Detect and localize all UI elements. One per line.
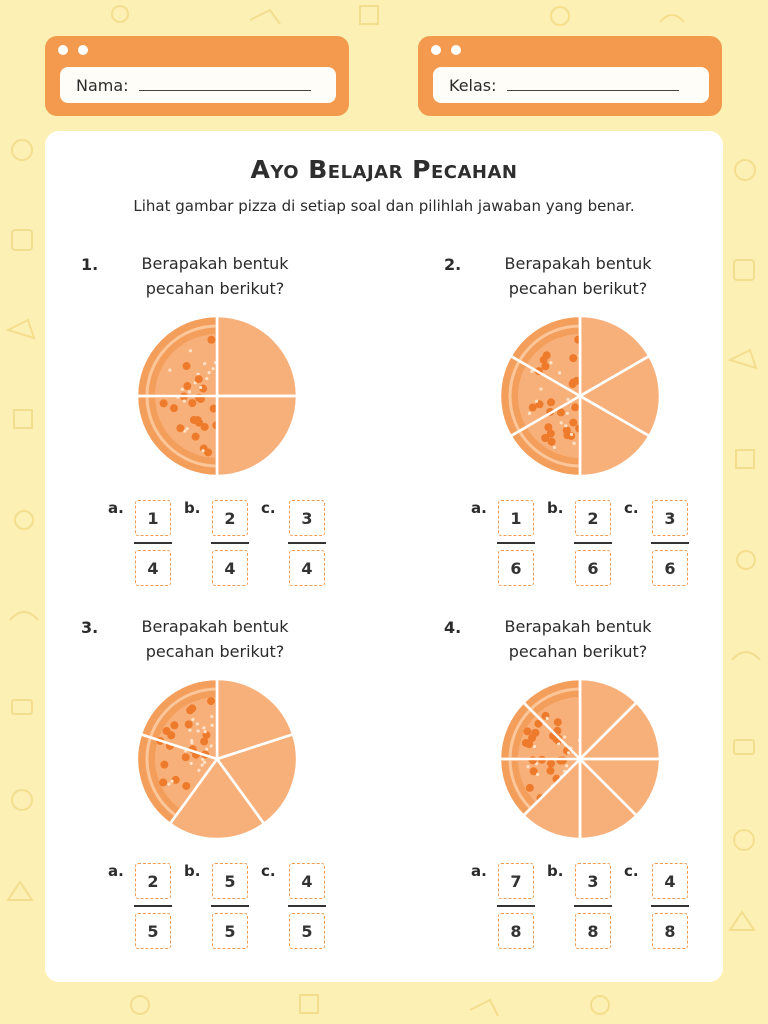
class-card [418, 36, 722, 116]
fraction-numerator-box[interactable]: 2 [575, 500, 611, 536]
option-letter: c. [624, 499, 639, 517]
fraction-numerator-box[interactable]: 3 [289, 500, 325, 536]
fraction-numerator-box[interactable]: 4 [289, 863, 325, 899]
fraction-numerator-box[interactable]: 2 [212, 500, 248, 536]
fraction-denominator-box[interactable]: 5 [212, 913, 248, 949]
pizza-illustration [132, 311, 302, 481]
question-number: 1. [81, 255, 99, 274]
name-line [139, 80, 311, 91]
pizza-illustration [495, 311, 665, 481]
window-dot-icon [451, 45, 461, 55]
fraction-bar [651, 905, 689, 907]
fraction-denominator-box[interactable]: 6 [498, 550, 534, 586]
fraction-bar [288, 542, 326, 544]
fraction-numerator-box[interactable]: 5 [212, 863, 248, 899]
fraction-numerator-box[interactable]: 1 [135, 500, 171, 536]
pizza-illustration [495, 674, 665, 844]
fraction-numerator-box[interactable]: 3 [575, 863, 611, 899]
fraction-denominator-box[interactable]: 4 [135, 550, 171, 586]
window-dot-icon [58, 45, 68, 55]
worksheet-title: Ayo Belajar Pecahan [250, 155, 518, 184]
option-letter: b. [184, 499, 201, 517]
fraction-denominator-box[interactable]: 8 [652, 913, 688, 949]
window-dot-icon [431, 45, 441, 55]
fraction-denominator-box[interactable]: 5 [135, 913, 171, 949]
question-number: 3. [81, 618, 99, 637]
question-text [115, 251, 315, 301]
question-number: 2. [444, 255, 462, 274]
question-text-line: Berapakah bentuk [141, 254, 289, 273]
question-number: 4. [444, 618, 462, 637]
option-letter: b. [547, 862, 564, 880]
question-text-line: Berapakah bentuk [141, 617, 289, 636]
question-text-line: pecahan berikut? [508, 279, 648, 298]
window-dot-icon [78, 45, 88, 55]
fraction-denominator-box[interactable]: 8 [498, 913, 534, 949]
fraction-denominator-box[interactable]: 8 [575, 913, 611, 949]
option-letter: a. [108, 862, 124, 880]
fraction-numerator-box[interactable]: 4 [652, 863, 688, 899]
name-label: Nama: [76, 75, 129, 95]
fraction-bar [211, 542, 249, 544]
option-letter: a. [108, 499, 124, 517]
option-letter: b. [547, 499, 564, 517]
question-text-line: pecahan berikut? [508, 642, 648, 661]
option-letter: a. [471, 499, 487, 517]
question-text-line: Berapakah bentuk [504, 254, 652, 273]
fraction-bar [651, 542, 689, 544]
option-letter: c. [261, 499, 276, 517]
option-letter: c. [624, 862, 639, 880]
fraction-bar [288, 905, 326, 907]
fraction-numerator-box[interactable]: 2 [135, 863, 171, 899]
question-text [478, 251, 678, 301]
fraction-denominator-box[interactable]: 6 [652, 550, 688, 586]
pizza-illustration [132, 674, 302, 844]
question-text [478, 614, 678, 664]
option-letter: a. [471, 862, 487, 880]
fraction-bar [574, 542, 612, 544]
fraction-bar [211, 905, 249, 907]
class-label: Kelas: [449, 75, 497, 95]
question-text-line: Berapakah bentuk [504, 617, 652, 636]
name-card [45, 36, 349, 116]
fraction-bar [134, 542, 172, 544]
pizza-slice-plain [217, 316, 297, 396]
class-field[interactable] [433, 67, 709, 103]
fraction-bar [574, 905, 612, 907]
pizza-slice-plain [217, 396, 297, 476]
class-line [507, 80, 679, 91]
fraction-numerator-box[interactable]: 7 [498, 863, 534, 899]
fraction-bar [497, 905, 535, 907]
option-letter: b. [184, 862, 201, 880]
fraction-numerator-box[interactable]: 1 [498, 500, 534, 536]
option-letter: c. [261, 862, 276, 880]
worksheet-instruction: Lihat gambar pizza di setiap soal dan pilihlah jawaban yang benar. [133, 197, 635, 215]
fraction-bar [134, 905, 172, 907]
fraction-numerator-box[interactable]: 3 [652, 500, 688, 536]
fraction-denominator-box[interactable]: 5 [289, 913, 325, 949]
worksheet-panel [45, 131, 723, 982]
name-field[interactable] [60, 67, 336, 103]
fraction-denominator-box[interactable]: 4 [212, 550, 248, 586]
fraction-denominator-box[interactable]: 4 [289, 550, 325, 586]
question-text [115, 614, 315, 664]
fraction-denominator-box[interactable]: 6 [575, 550, 611, 586]
fraction-bar [497, 542, 535, 544]
question-text-line: pecahan berikut? [145, 279, 285, 298]
question-text-line: pecahan berikut? [145, 642, 285, 661]
